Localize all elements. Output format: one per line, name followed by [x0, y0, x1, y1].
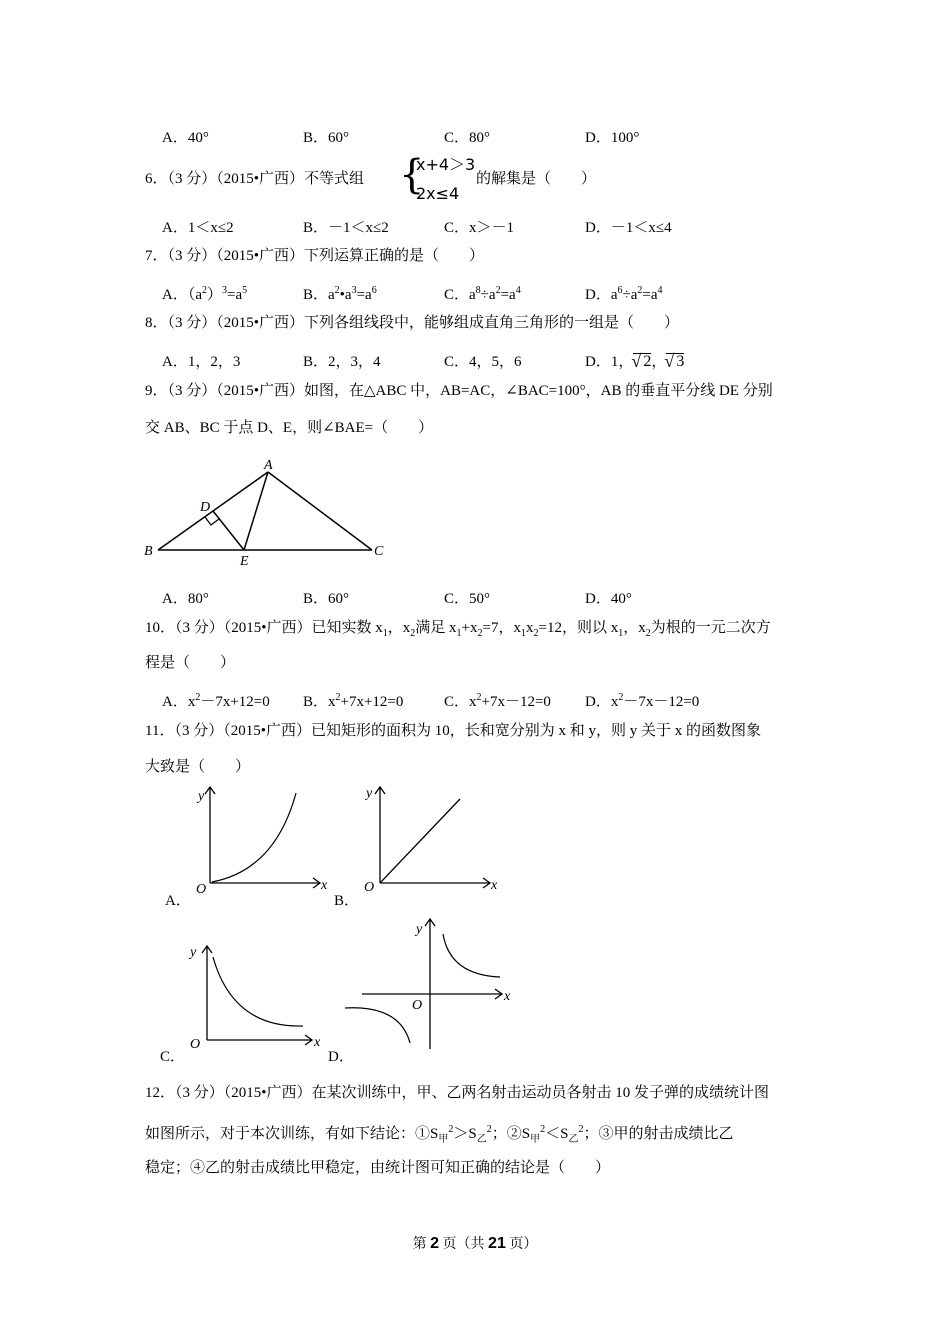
label-b: B	[144, 544, 153, 559]
q12-stem-line3: 稳定；④乙的射击成绩比甲稳定，由统计图可知正确的结论是（ ）	[145, 1160, 611, 1176]
sqrt3-radical: √ 3	[664, 351, 685, 371]
q5-option-b: B．60°	[303, 130, 350, 146]
q8-option-d: D．1， √ 2， √ 3	[585, 351, 685, 371]
segment-de	[213, 511, 244, 550]
axis-label-y: y	[198, 789, 205, 804]
q11-option-a-label: A．	[165, 893, 191, 909]
axis-label-x: x	[314, 1035, 321, 1050]
q8-stem: 8．（3 分）（2015•广西）下列各组线段中，能够组成直角三角形的一组是（ ）	[145, 315, 680, 331]
q8-option-a: A．1，2，3	[162, 354, 241, 370]
q6-system-line1: x+4＞3	[416, 155, 476, 174]
q7-option-c: C．$a^8\div a^2=a^4$	[444, 285, 521, 303]
q10-option-c: C．$x^2+7x-12=0$	[444, 692, 551, 710]
q12-stem-line2: 如图所示，对于本次训练，有如下结论：$①S_甲^2>S_乙^2$；$②S_甲^2<S_乙^2$；③甲的射击成绩比乙	[145, 1124, 734, 1145]
label-d: D	[200, 500, 211, 515]
q8-option-b: B．2，3，4	[303, 354, 381, 370]
q6-option-c: C．x＞－1	[444, 220, 515, 236]
q7-stem: 7．（3 分）（2015•广西）下列运算正确的是（ ）	[145, 248, 485, 264]
segment-ae	[244, 472, 268, 550]
q6-option-d: D．－1＜x≤4	[585, 220, 672, 236]
label-c: C	[374, 544, 384, 559]
origin-label: O	[196, 882, 207, 897]
q7-option-d: D．$a^6\div a^2=a^4$	[585, 285, 663, 303]
line-linear	[380, 799, 460, 883]
q9-option-c: C．50°	[444, 591, 491, 607]
q11-stem-line1: 11．（3 分）（2015•广西）已知矩形的面积为 10，长和宽分别为 x 和 y，则 y 关于 x 的函数图象	[145, 723, 761, 739]
q9-option-a: A．80°	[162, 591, 209, 607]
q5-option-d: D．100°	[585, 130, 640, 146]
q11-option-c-label: C．	[160, 1049, 186, 1065]
origin-label: O	[412, 998, 423, 1013]
q6-system-brace: {	[399, 152, 425, 198]
side-ac	[268, 472, 372, 550]
q9-option-b: B．60°	[303, 591, 350, 607]
page-number: 2	[430, 1235, 440, 1252]
origin-label: O	[190, 1037, 201, 1052]
q11-graph-b	[360, 785, 505, 895]
axis-label-x: x	[491, 878, 498, 893]
q6-stem-prefix: 6．（3 分）（2015•广西）不等式组	[145, 171, 365, 187]
q11-graph-a	[190, 785, 335, 895]
q12-stem-line1: 12．（3 分）（2015•广西）在某次训练中，甲、乙两名射击运动员各射击 10 发子弹的成绩统计图	[145, 1085, 770, 1101]
curve-inverse-branch	[213, 957, 303, 1026]
q10-stem-line1: 10．（3 分）（2015•广西）已知实数 $x_1$，$x_2$满足 $x_1+x_2=7$，$x_1x_2=12$，则以 $x_1$，$x_2$为根的一元二次方	[145, 620, 771, 639]
q6-stem-suffix: 的解集是（ ）	[476, 171, 597, 187]
right-angle-mark	[205, 517, 219, 525]
curve-parabola	[212, 793, 296, 882]
axis-label-x: x	[504, 989, 511, 1004]
q6-option-b: B．－1＜x≤2	[303, 220, 389, 236]
q7-option-a: A．$(a^2)^3=a^5$	[162, 285, 248, 303]
q8-option-c: C．4，5，6	[444, 354, 522, 370]
label-a: A	[264, 458, 273, 473]
q9-stem-line1: 9．（3 分）（2015•广西）如图，在△ABC 中，AB=AC，∠BAC=100°，AB 的垂直平分线 DE 分别	[145, 383, 773, 399]
q10-option-b: B．$x^2+7x+12=0$	[303, 692, 404, 710]
q11-graph-d	[360, 915, 525, 1055]
axis-label-y: y	[366, 786, 373, 801]
q11-option-d-label: D．	[328, 1049, 354, 1065]
page-footer: 第 2 页（共 21 页）	[412, 1235, 538, 1252]
sqrt2-radical: √ 2	[631, 351, 652, 371]
curve-branch-q3	[345, 1008, 410, 1043]
axis-label-x: x	[321, 878, 328, 893]
q9-stem-line2: 交 AB、BC 于点 D、E，则∠BAE=（ ）	[145, 420, 434, 436]
q11-graph-c	[188, 938, 333, 1052]
q10-option-d: D．$x^2-7x-12=0$	[585, 692, 700, 710]
page-total: 21	[488, 1235, 506, 1252]
q6-system-line2: 2x≤4	[416, 184, 460, 203]
q9-triangle-figure	[140, 455, 400, 575]
q10-stem-line2: 程是（ ）	[145, 655, 236, 671]
q5-option-c: C．80°	[444, 130, 491, 146]
curve-branch-q1	[443, 934, 500, 977]
q11-stem-line2: 大致是（ ）	[145, 759, 251, 775]
q7-option-b: B．$a^2•a^3=a^6$	[303, 285, 377, 303]
q11-option-b-label: B．	[334, 893, 360, 909]
origin-label: O	[364, 880, 375, 895]
axis-label-y: y	[190, 945, 197, 960]
q9-option-d: D．40°	[585, 591, 632, 607]
label-e: E	[240, 554, 249, 569]
q6-option-a: A．1＜x≤2	[162, 220, 234, 236]
q5-option-a: A．40°	[162, 130, 209, 146]
q10-option-a: A．$x^2-7x+12=0$	[162, 692, 270, 710]
axis-label-y: y	[416, 922, 423, 937]
